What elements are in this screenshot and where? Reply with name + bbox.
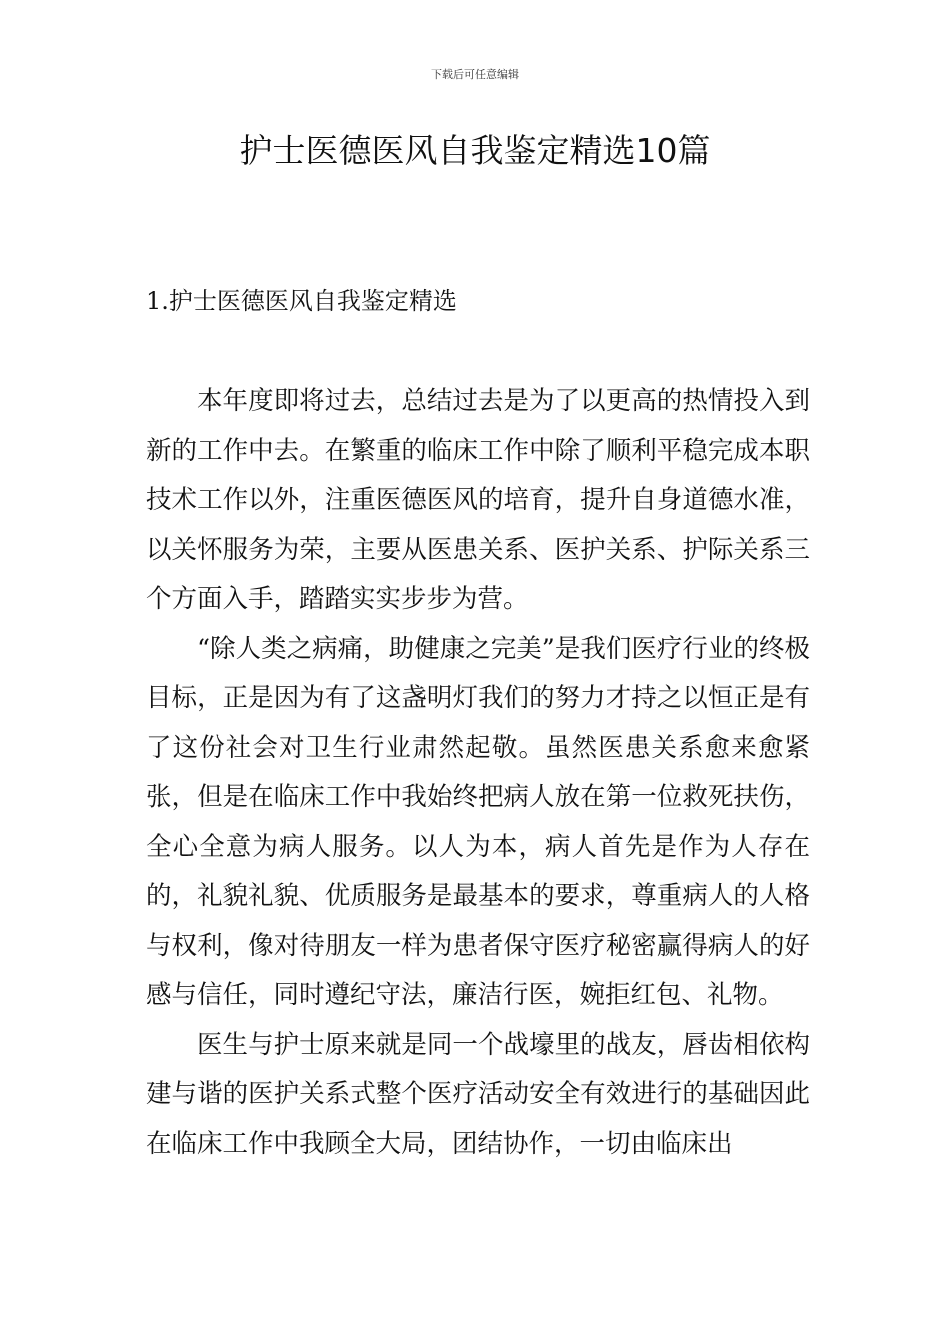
page-title: 护士医德医风自我鉴定精选10篇 [239,131,711,170]
paragraph: 医生与护士原来就是同一个战壕里的战友，唇齿相依构建与谐的医护关系式整个医疗活动安全有效进行的基础因此在临床工作中我顾全大局，团结协作，一切由临床出 [146,1029,810,1159]
paragraph: “除人类之病痛，助健康之完美”是我们医疗行业的终极目标，正是因为有了这盏明灯我们的努力才持之以恒正是有了这份社会对卫生行业肃然起敬。虽然医患关系愈来愈紧张，但是在临床工作中我始终把病人放在第一位救死扶伤，全心全意为病人服务。以人为本，病人首先是作为人存在的，礼貌礼貌、优质服务是最基本的要求，尊重病人的人格与权利，像对待朋友一样为患者保守医疗秘密赢得病人的好感与信任，同时遵纪守法，廉洁行医，婉拒红包、礼物。 [146,633,810,1010]
body-text [146,377,810,1169]
paragraph: 本年度即将过去，总结过去是为了以更高的热情投入到新的工作中去。在繁重的临床工作中除了顺利平稳完成本职技术工作以外，注重医德医风的培育，提升自身道德水准，以关怀服务为荣，主要从医患关系、医护关系、护际关系三个方面入手，踏踏实实步步为营。 [146,386,810,614]
section-heading: 1.护士医德医风自我鉴定精选 [146,287,457,315]
download-note: 下载后可任意编辑 [431,68,519,81]
